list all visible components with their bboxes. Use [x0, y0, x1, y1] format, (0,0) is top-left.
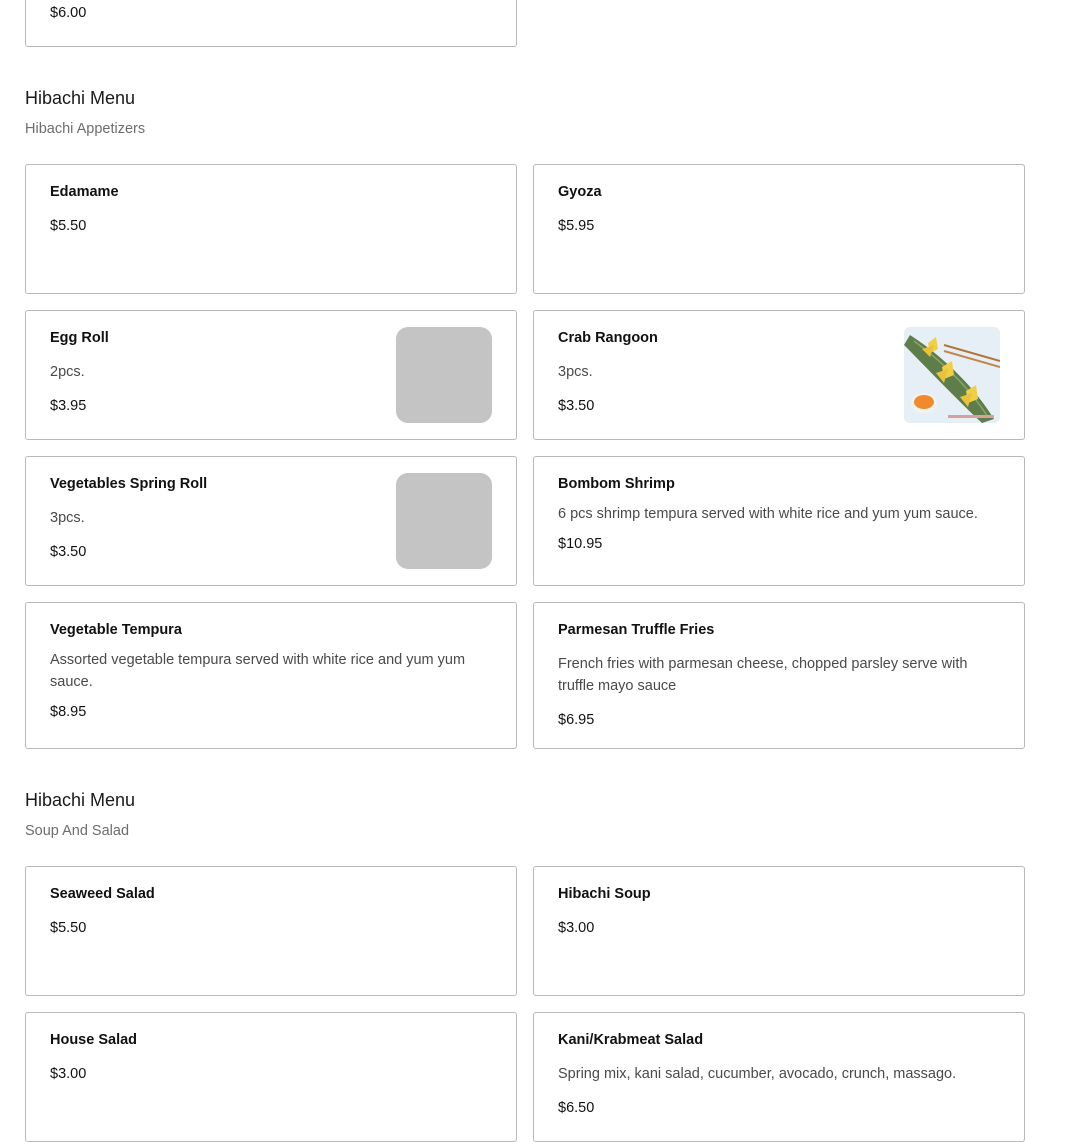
- crab-rangoon-image: [904, 327, 1000, 423]
- item-name: Seaweed Salad: [50, 886, 155, 902]
- item-description: Spring mix, kani salad, cucumber, avocado, crunch, massago.: [558, 1066, 957, 1082]
- item-price: $3.50: [50, 544, 87, 560]
- item-price: $6.00: [50, 5, 87, 21]
- item-price: $3.00: [50, 1066, 87, 1082]
- item-description: 3pcs.: [50, 510, 85, 526]
- item-name: Hibachi Soup: [558, 886, 651, 902]
- item-description: 6 pcs shrimp tempura served with white rice and yum yum sauce.: [558, 506, 978, 522]
- section-subtitle: Soup And Salad: [25, 823, 130, 839]
- item-name: Bombom Shrimp: [558, 476, 675, 492]
- item-name: Vegetable Tempura: [50, 622, 182, 638]
- item-image-placeholder: [396, 327, 492, 423]
- item-description: French fries with parmesan cheese, chopped parsley serve with truffle mayo sauce: [558, 656, 968, 694]
- item-name: Gyoza: [558, 184, 602, 200]
- section-title: Hibachi Menu: [25, 88, 136, 108]
- item-price: $6.50: [558, 1100, 595, 1116]
- menu-item-card[interactable]: [25, 1012, 517, 1142]
- crab-rangoon-photo-icon: [904, 327, 1000, 423]
- menu-item-card[interactable]: [25, 456, 517, 586]
- menu-item-card[interactable]: [25, 866, 517, 996]
- item-price: $3.50: [558, 398, 595, 414]
- item-description: Assorted vegetable tempura served with white rice and yum yum sauce.: [50, 652, 466, 690]
- item-description: 3pcs.: [558, 364, 593, 380]
- menu-item-card[interactable]: [533, 456, 1025, 586]
- item-price: $5.95: [558, 218, 595, 234]
- item-name: Kani/Krabmeat Salad: [558, 1032, 704, 1048]
- item-price: $5.50: [50, 218, 87, 234]
- item-name: Egg Roll: [50, 330, 109, 346]
- menu-item-card[interactable]: [533, 866, 1025, 996]
- item-price: $6.95: [558, 712, 595, 728]
- item-price: $8.95: [50, 704, 87, 720]
- item-image-placeholder: [396, 473, 492, 569]
- item-price: $3.00: [558, 920, 595, 936]
- item-name: Vegetables Spring Roll: [50, 476, 208, 492]
- item-price: $10.95: [558, 536, 603, 552]
- item-price: $5.50: [50, 920, 87, 936]
- item-name: Crab Rangoon: [558, 330, 658, 346]
- section-title: Hibachi Menu: [25, 790, 136, 810]
- item-price: $3.95: [50, 398, 87, 414]
- item-name: Parmesan Truffle Fries: [558, 622, 715, 638]
- item-name: House Salad: [50, 1032, 138, 1048]
- item-name: Edamame: [50, 184, 119, 200]
- menu-item-card[interactable]: [25, 602, 517, 749]
- menu-item-card[interactable]: [25, 310, 517, 440]
- menu-item-card[interactable]: [533, 164, 1025, 294]
- section-subtitle: Hibachi Appetizers: [25, 121, 146, 137]
- menu-item-card[interactable]: [25, 0, 517, 47]
- menu-item-card[interactable]: [533, 1012, 1025, 1142]
- item-description: 2pcs.: [50, 364, 85, 380]
- menu-item-card[interactable]: [25, 164, 517, 294]
- menu-item-card[interactable]: [533, 602, 1025, 749]
- menu-item-card[interactable]: [533, 310, 1025, 440]
